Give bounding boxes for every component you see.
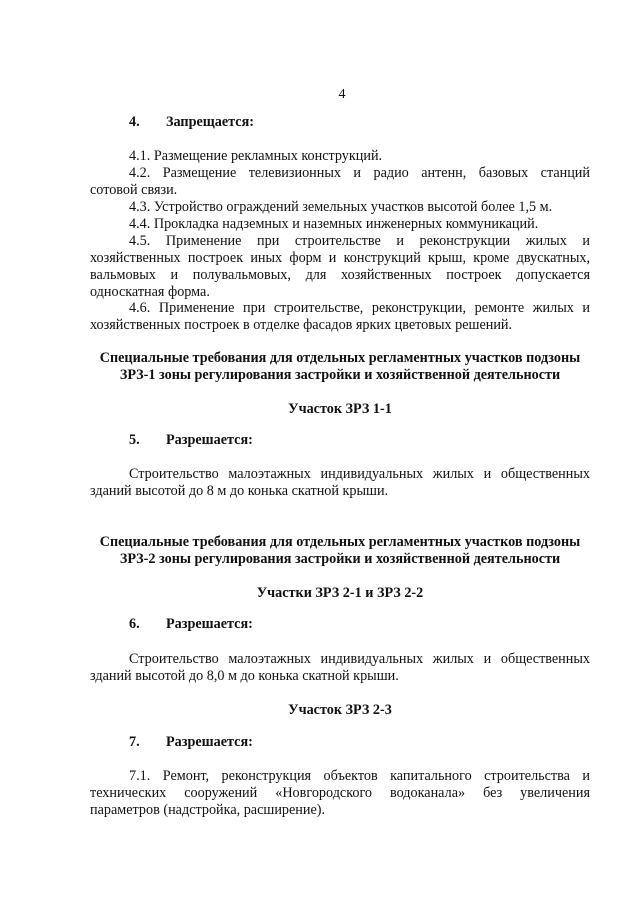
section-6-text bbox=[90, 651, 590, 685]
section-4-heading bbox=[90, 114, 629, 131]
section-number: 5. bbox=[129, 432, 140, 448]
item-4-2 bbox=[90, 165, 590, 199]
heading-zrz-1-line-1: Специальные требования для отдельных регламентных участков подзоны bbox=[99, 350, 581, 366]
page-number: 4 bbox=[338, 87, 346, 102]
item-4-4: 4.4. Прокладка надземных и наземных инженерных коммуникаций. bbox=[129, 216, 539, 232]
heading-zrz-1 bbox=[90, 350, 590, 384]
section-5-heading bbox=[90, 432, 629, 449]
section-5-line-2: зданий высотой до 8 м до конька скатной крыши. bbox=[90, 483, 389, 499]
item-4-6-line-1: 4.6. Применение при строительстве, реконструкции, ремонте жилых и bbox=[129, 300, 590, 316]
item-7-1-line-3: параметров (надстройка, расширение). bbox=[90, 802, 326, 818]
section-number: 4. bbox=[129, 114, 140, 130]
section-6-line-2: зданий высотой до 8,0 м до конька скатной крыши. bbox=[90, 668, 399, 684]
item-4-5 bbox=[90, 233, 590, 301]
section-7-heading bbox=[90, 734, 629, 751]
section-title: Запрещается: bbox=[166, 114, 254, 130]
item-4-5-line-1: 4.5. Применение при строительстве и реконструкции жилых и bbox=[129, 233, 590, 249]
item-4-1: 4.1. Размещение рекламных конструкций. bbox=[129, 148, 383, 164]
section-6-line-1: Строительство малоэтажных индивидуальных жилых и общественных bbox=[129, 651, 590, 667]
item-4-6-line-2: хозяйственных построек в отделке фасадов ярких цветовых решений. bbox=[90, 317, 513, 333]
item-4-2-line-2: сотовой связи. bbox=[90, 182, 178, 198]
item-4-5-line-4: односкатная форма. bbox=[90, 284, 210, 300]
heading-zrz-2 bbox=[90, 534, 590, 568]
item-4-2-line-1: 4.2. Размещение телевизионных и радио антенн, базовых станций bbox=[129, 165, 590, 181]
heading-zrz-1-line-2: ЗРЗ-1 зоны регулирования застройки и хозяйственной деятельности bbox=[119, 367, 561, 383]
section-title: Разрешается: bbox=[166, 432, 253, 448]
heading-zrz-2-line-1: Специальные требования для отдельных регламентных участков подзоны bbox=[99, 534, 581, 550]
section-5-text bbox=[90, 466, 590, 500]
item-7-1-line-2: технических сооружений «Новгородского водоканала» без увеличения bbox=[90, 785, 590, 801]
section-number: 6. bbox=[129, 616, 140, 632]
subheading-zrz-2-1-2-2: Участки ЗРЗ 2-1 и ЗРЗ 2-2 bbox=[256, 585, 424, 601]
item-4-5-line-3: вальмовых и полувальмовых, для хозяйственных построек допускается bbox=[90, 267, 590, 283]
section-title: Разрешается: bbox=[166, 616, 253, 632]
item-4-3: 4.3. Устройство ограждений земельных участков высотой более 1,5 м. bbox=[129, 199, 553, 215]
item-7-1 bbox=[90, 768, 590, 819]
item-4-6 bbox=[90, 300, 590, 334]
heading-zrz-2-line-2: ЗРЗ-2 зоны регулирования застройки и хозяйственной деятельности bbox=[119, 551, 561, 567]
subheading-zrz-1-1: Участок ЗРЗ 1-1 bbox=[288, 401, 392, 417]
section-number: 7. bbox=[129, 734, 140, 750]
section-title: Разрешается: bbox=[166, 734, 253, 750]
item-4-5-line-2: хозяйственных построек иных форм и конструкций крыш, кроме двускатных, bbox=[90, 250, 590, 266]
section-6-heading bbox=[90, 616, 629, 633]
section-5-line-1: Строительство малоэтажных индивидуальных жилых и общественных bbox=[129, 466, 590, 482]
item-7-1-line-1: 7.1. Ремонт, реконструкция объектов капитального строительства и bbox=[129, 768, 590, 784]
subheading-zrz-2-3: Участок ЗРЗ 2-3 bbox=[288, 702, 392, 718]
